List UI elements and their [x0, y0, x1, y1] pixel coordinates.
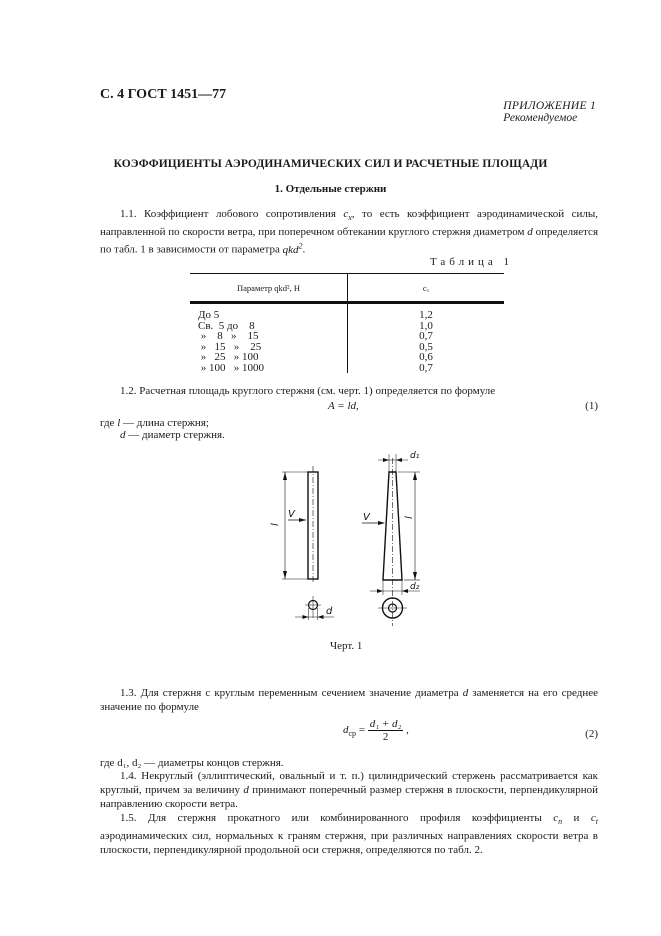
- cell-cx: 0,7: [419, 330, 433, 342]
- equation-number-2: (2): [585, 728, 598, 740]
- document-title: КОЭФФИЦИЕНТЫ АЭРОДИНАМИЧЕСКИХ СИЛ И РАСЧЕТНЫЕ ПЛОЩАДИ: [113, 158, 548, 170]
- label-v: V: [288, 509, 295, 520]
- appendix-status: Рекомендуемое: [503, 112, 578, 124]
- cell-cx: 0,5: [419, 340, 433, 353]
- symbol-cx: $c_x$: [343, 208, 352, 223]
- paragraph-1-2: [100, 384, 598, 398]
- cell-param: » 8 » 15: [190, 331, 348, 342]
- equation-number-1: (1): [585, 400, 598, 412]
- table-row: [190, 352, 504, 363]
- text: , то есть коэффициент аэродинамической силы, направленной по скорости ветра, при поперечном обтекании круглого стержня диаметром: [100, 208, 598, 239]
- paragraph-1-1: 1.1. Коэффициент лобового сопротивления $c_x$, то есть коэффициент аэродинамической силы, направленной по скорости ветра, при поперечном обтекании круглого стержня диаметром d определяется по табл. 1 в зависимости от параметра qkd$^2$.: [100, 208, 599, 256]
- page-header: С. 4 ГОСТ 1451—77: [100, 87, 227, 102]
- figure-caption: Черт. 1: [330, 640, 363, 652]
- cell-param: Св. 5 до 8: [190, 321, 348, 332]
- table-row: [190, 331, 504, 342]
- symbol-qkd2: qkd$^2$: [282, 241, 303, 256]
- paragraph-number: 1.5.: [120, 812, 137, 824]
- label-d: d: [326, 606, 333, 617]
- symbol-d: d: [527, 226, 533, 239]
- figure-1-drawing: [260, 450, 440, 640]
- cell-cx: 0,7: [419, 361, 433, 374]
- table-caption: Таблица 1: [429, 256, 513, 268]
- table-1: [190, 273, 504, 373]
- formula-1: A = ld,: [328, 400, 359, 412]
- paragraph-1-3: 1.3. Для стержня с круглым переменным сечением значение диаметра d заменяется на его среднее значение по формуле: [100, 687, 599, 713]
- cell-param: » 100 » 1000: [190, 363, 348, 374]
- cell-param: » 15 » 25: [190, 342, 348, 353]
- table-row: [190, 303, 504, 321]
- paragraph-number: 1.2.: [120, 385, 137, 397]
- table-header-cx: cₓ: [348, 274, 505, 303]
- table-header-param: Параметр qkd², Н: [190, 274, 348, 303]
- where-l: где l — длина стержня;: [100, 417, 209, 429]
- cell-cx: 0,6: [419, 351, 433, 363]
- label-l-right: l: [404, 516, 415, 519]
- paragraph-1-4: 1.4. Некруглый (эллиптический, овальный и т. п.) цилиндрический стержень рассматривается как круглый, причем за величину d принимают поперечный размер стержня в плоскости, перпендикулярной направлению скорости ветра.: [100, 770, 598, 810]
- section-heading: 1. Отдельные стержни: [274, 183, 387, 195]
- label-l: l: [270, 523, 281, 526]
- label-d2: d₂: [410, 582, 420, 592]
- paragraph-1-5: 1.5. Для стержня прокатного или комбинированного профиля коэффициенты $c_n$ и $c_t$ аэродинамических сил, нормальных к граням стержня, при различных направлениях скорости ветра в плоскости, перпендикулярной продольной оси стержня, определяются по табл. 2.: [100, 812, 599, 857]
- text: Расчетная площадь круглого стержня (см. черт. 1) определяется по формуле: [139, 385, 496, 397]
- formula-2: $d_{ср}$ = $\frac{\text{d₁ + d₂}}{2}$ ,: [343, 718, 409, 743]
- cell-param: До 5: [190, 303, 348, 321]
- paragraph-number: 1.1.: [120, 208, 137, 220]
- label-v-right: V: [363, 512, 370, 523]
- text: определяется по табл. 1 в зависимости от параметра: [100, 226, 599, 256]
- paragraph-number: 1.3.: [120, 687, 137, 699]
- paragraph-number: 1.4.: [120, 770, 137, 782]
- cell-cx: 1,0: [419, 319, 433, 332]
- cell-param: » 25 » 100: [190, 352, 348, 363]
- table-row: [190, 363, 504, 374]
- where-d1-d2: где d₁, d₂ — диаметры концов стержня.: [100, 757, 284, 769]
- where-d: d — диаметр стержня.: [120, 429, 225, 441]
- appendix-number: ПРИЛОЖЕНИЕ 1: [503, 100, 596, 112]
- appendix-label: [503, 100, 596, 124]
- cell-cx: 1,2: [419, 309, 433, 321]
- label-d1: d₁: [410, 451, 420, 461]
- text: Коэффициент лобового сопротивления: [143, 208, 344, 220]
